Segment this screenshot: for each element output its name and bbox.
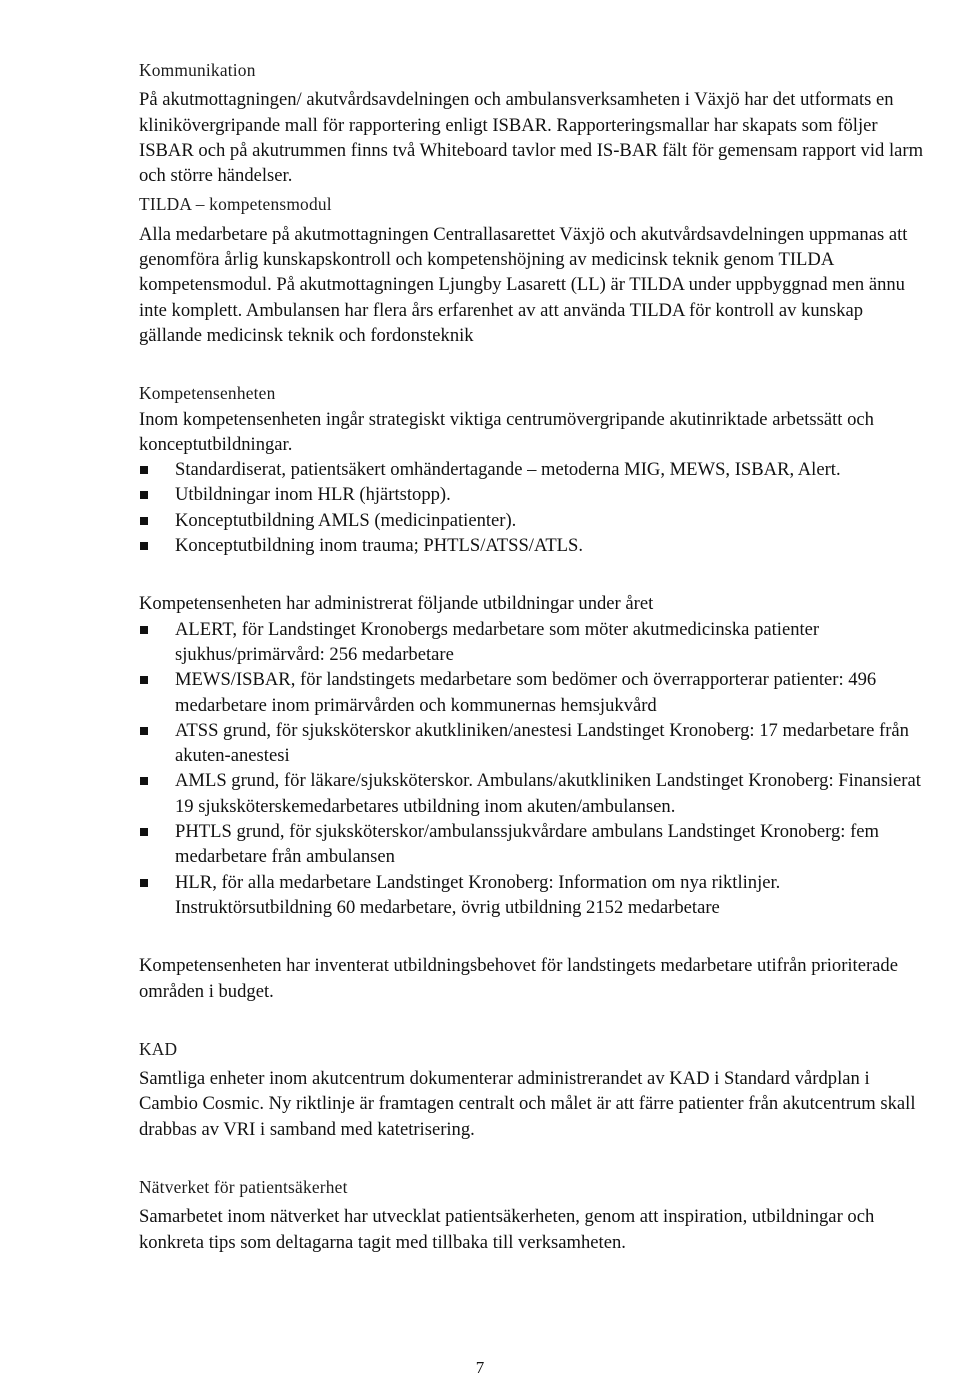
paragraph-kompetensenheten-closing: Kompetensenheten har inventerat utbildningsbehovet för landstingets medarbetare utifrån prioriterade områden i budget.: [139, 955, 898, 1002]
square-bullet-icon: [140, 676, 148, 684]
list-item-text: Konceptutbildning inom trauma; PHTLS/ATSS/ATLS.: [175, 535, 584, 557]
square-bullet-icon: [140, 517, 148, 525]
square-bullet-icon: [140, 542, 148, 550]
heading-tilda: TILDA – kompetensmodul: [139, 194, 332, 215]
list-item-text: PHTLS grund, för sjuksköterskor/ambulanssjukvårdare ambulans Landstinget Kronoberg: fem medarbetare från ambulansen: [175, 821, 880, 868]
list-item-text: MEWS/ISBAR, för landstingets medarbetare som bedömer och överrapporterar patienter: 496 medarbetare inom primärvården och kommunernas hemsjukvård: [175, 669, 877, 716]
list-item: [139, 768, 924, 819]
admin-bullet-list: [139, 617, 924, 921]
paragraph-tilda: Alla medarbetare på akutmottagningen Centrallasarettet Växjö och akutvårdsavdelningen uppmanas att genomföra årlig kunskapskontroll och kompetenshöjning av medicinsk teknik genom TILDA kompetensmodul. På akutmottagningen Ljungby Lasarett (LL) är TILDA under uppbyggnad men ännu inte komplett. Ambulansen har flera års erfarenhet av att använda TILDA för kontroll av kunskap gällande medicinsk teknik och fordonsteknik: [139, 223, 908, 346]
list-item-text: AMLS grund, för läkare/sjuksköterskor. Ambulans/akutkliniken Landstinget Kronoberg: Finansierat 19 sjuksköterskemedarbetares utbildning inom akuten/ambulansen.: [175, 770, 921, 817]
list-item-text: Konceptutbildning AMLS (medicinpatienter).: [175, 509, 517, 531]
square-bullet-icon: [140, 626, 148, 634]
kompetensenheten-bullet-list: [139, 457, 924, 558]
list-item: [139, 533, 924, 558]
paragraph-kompetensenheten: Inom kompetensenheten ingår strategiskt viktiga centrumövergripande akutinriktade arbetssätt och konceptutbildningar.: [139, 408, 874, 455]
square-bullet-icon: [140, 727, 148, 735]
square-bullet-icon: [140, 828, 148, 836]
list-item: [139, 819, 924, 870]
square-bullet-icon: [140, 879, 148, 887]
paragraph-kad: Samtliga enheter inom akutcentrum dokumenterar administrerandet av KAD i Standard vårdplan i Cambio Cosmic. Ny riktlinje är framtagen centralt och målet är att färre patienter från akutcentrum skall drabbas av VRI i samband med katetrisering.: [139, 1068, 916, 1140]
list-item: [139, 617, 924, 668]
list-item: [139, 870, 924, 921]
paragraph-kommunikation: På akutmottagningen/ akutvårdsavdelningen och ambulansverksamheten i Växjö har det utformats en klinikövergripande mall för rapportering enligt ISBAR. Rapporteringsmallar har skapats som följer ISBAR och på akutrummen finns två Whiteboard tavlor med IS-BAR fält för gemensam rapport vid larm och större händelser.: [139, 89, 924, 187]
list-item: [139, 667, 924, 718]
square-bullet-icon: [140, 466, 148, 474]
heading-kommunikation: Kommunikation: [139, 60, 256, 80]
page-number: 7: [475, 1358, 485, 1377]
list-item-text: ATSS grund, för sjuksköterskor akutkliniken/anestesi Landstinget Kronoberg: 17 medarbetare från akuten-anestesi: [175, 719, 909, 767]
page-content: [139, 58, 924, 1255]
paragraph-natverket: Samarbetet inom nätverket har utvecklat patientsäkerheten, genom att inspiration, utbildningar och konkreta tips som deltagarna tagit med tillbaka till verksamheten.: [139, 1206, 875, 1253]
list-item-text: Utbildningar inom HLR (hjärtstopp).: [175, 484, 451, 506]
list-item: [139, 482, 924, 507]
square-bullet-icon: [140, 777, 148, 785]
square-bullet-icon: [140, 491, 148, 499]
list-item-text: ALERT, för Landstinget Kronobergs medarbetare som möter akutmedicinska patienter sjukhus/primärvård: 256 medarbetare: [175, 618, 820, 665]
list-item-text: HLR, för alla medarbetare Landstinget Kronoberg: Information om nya riktlinjer. Instruktörsutbildning 60 medarbetare, övrig utbildning 2152 medarbetare: [175, 871, 781, 918]
heading-natverket: Nätverket för patientsäkerhet: [139, 1176, 348, 1197]
heading-kompetensenheten: Kompetensenheten: [139, 383, 276, 404]
list-item: [139, 457, 924, 482]
heading-kad: KAD: [139, 1038, 178, 1059]
paragraph-admin-intro: Kompetensenheten har administrerat följande utbildningar under året: [139, 593, 654, 615]
list-item: [139, 718, 924, 769]
list-item-text: Standardiserat, patientsäkert omhändertagande – metoderna MIG, MEWS, ISBAR, Alert.: [175, 459, 841, 481]
list-item: [139, 508, 924, 533]
